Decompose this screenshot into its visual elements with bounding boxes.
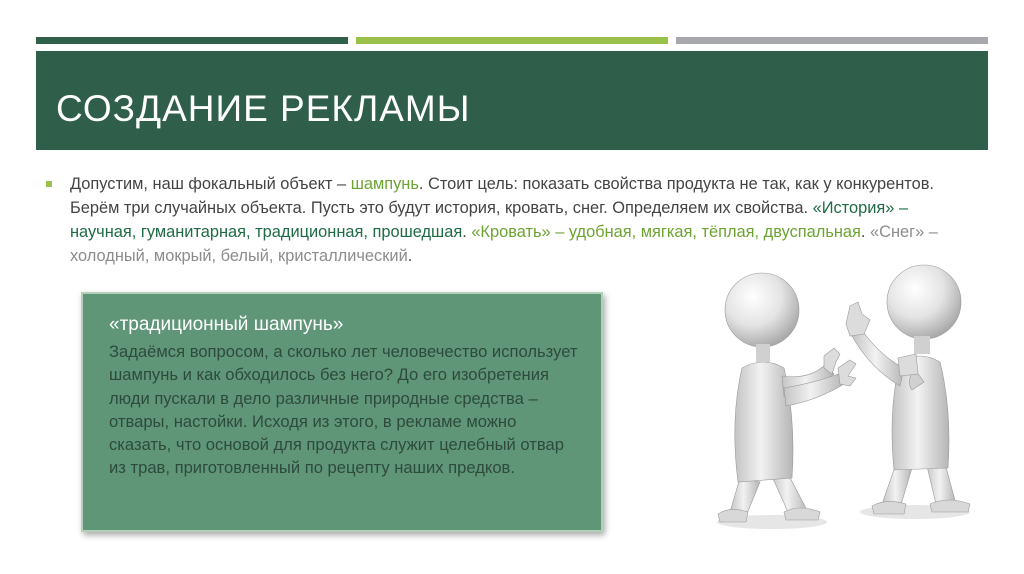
highlight-shampoo: шампунь [350,175,419,193]
highlight-bed: «Кровать» – удобная, мягкая, тёплая, двуспальная [471,223,861,241]
example-box-heading: «традиционный шампунь» [109,314,344,335]
bullet-marker [46,181,52,187]
top-stripe-light-green [356,37,668,44]
bullet-text-part: Допустим, наш фокальный объект – [70,175,351,193]
top-stripe-dark-green [36,37,348,44]
two-figures-illustration [700,250,990,535]
highlight-snow: «Снег» – холодный, мокрый, белый, кристаллический [70,223,938,265]
left-figure [718,273,856,522]
example-box-body: Задаёмся вопросом, а сколько лет человечество использует шампунь и как обходилось без него? До его изобретения люди пускали в дело различные природные средства – отвары, настойки. Исходя из этого, в рекламе можно сказать, что основой для продукта служит целебный отвар из трав, приготовленный по рецепту наших предков. [109,342,578,478]
highlight-history: «История» – научная, гуманитарная, традиционная, прошедшая [70,199,909,241]
bullet-text-part: . [407,247,413,265]
example-box [81,292,603,532]
top-stripe-gray [676,37,988,44]
slide-title: СОЗДАНИЕ РЕКЛАМЫ [56,88,471,129]
bullet-text-part: . Стоит цель: показать свойства продукта не так, как у конкурентов. Берём три случайных объекта. Пусть это будут история, кровать, снег. Определяем их свойства. [70,175,934,217]
right-figure [846,265,970,514]
bullet-text-part: . [860,223,871,241]
title-bar [36,51,988,150]
bullet-text-part: . [462,223,472,241]
